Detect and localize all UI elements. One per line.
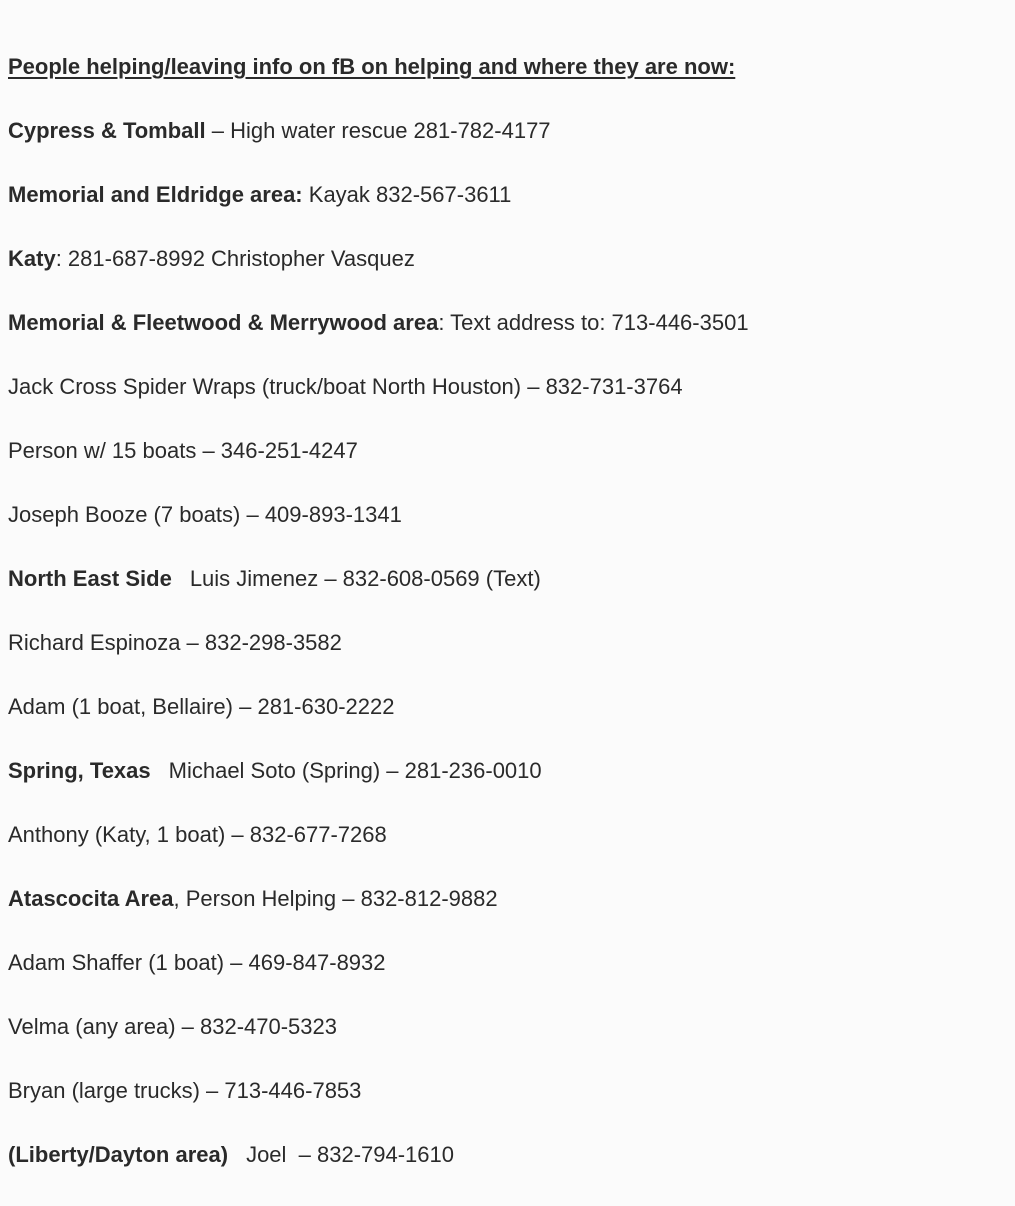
entry-details: Jack Cross Spider Wraps (truck/boat North Houston) – 832-731-3764 — [8, 374, 683, 399]
entry-details: Velma (any area) – 832-470-5323 — [8, 1014, 337, 1039]
entry-details: Person w/ 15 boats – 346-251-4247 — [8, 438, 358, 463]
entry-area: Memorial & Fleetwood & Merrywood area — [8, 310, 439, 335]
entry-details: Michael Soto (Spring) – 281-236-0010 — [168, 758, 542, 783]
entry-jack-cross — [8, 374, 1008, 438]
entry-velma — [8, 1014, 1008, 1078]
entry-details: Adam (1 boat, Bellaire) – 281-630-2222 — [8, 694, 395, 719]
entry-separator: , — [173, 886, 186, 911]
entry-anthony-katy — [8, 822, 1008, 886]
entry-details: 281-687-8992 Christopher Vasquez — [67, 246, 415, 271]
document-body — [8, 54, 1008, 1206]
entry-details: Person Helping – 832-812-9882 — [185, 886, 498, 911]
entry-north-east-side — [8, 566, 1008, 630]
entry-richard-espinoza — [8, 630, 1008, 694]
entry-spring-texas — [8, 758, 1008, 822]
entry-liberty-dayton — [8, 1142, 1008, 1206]
entry-area: Katy — [8, 246, 56, 271]
entry-separator: : — [438, 310, 451, 335]
entry-separator: – — [205, 118, 231, 143]
entry-area: Atascocita Area — [8, 886, 174, 911]
entry-memorial-fleetwood — [8, 310, 1008, 374]
entry-details: Joel – 832-794-1610 — [246, 1142, 454, 1167]
entry-bryan — [8, 1078, 1008, 1142]
entry-details: Text address to: 713-446-3501 — [450, 310, 749, 335]
entry-person-15-boats — [8, 438, 1008, 502]
entry-joseph-booze — [8, 502, 1008, 566]
entry-details: Bryan (large trucks) – 713-446-7853 — [8, 1078, 362, 1103]
entry-details: Anthony (Katy, 1 boat) – 832-677-7268 — [8, 822, 387, 847]
document-heading: People helping/leaving info on fB on helping and where they are now: — [8, 54, 736, 79]
entry-area: (Liberty/Dayton area) — [8, 1142, 229, 1167]
entry-memorial-eldridge — [8, 182, 1008, 246]
entry-details: Richard Espinoza – 832-298-3582 — [8, 630, 342, 655]
entry-details: Luis Jimenez – 832-608-0569 (Text) — [189, 566, 541, 591]
entry-katy — [8, 246, 1008, 310]
entry-separator: : — [55, 246, 68, 271]
entry-area: Cypress & Tomball — [8, 118, 206, 143]
entry-atascocita — [8, 886, 1008, 950]
entry-adam-bellaire — [8, 694, 1008, 758]
entry-cypress-tomball — [8, 118, 1008, 182]
entry-area: North East Side — [8, 566, 172, 591]
entry-details: Joseph Booze (7 boats) – 409-893-1341 — [8, 502, 402, 527]
entry-adam-shaffer — [8, 950, 1008, 1014]
entry-area: Memorial and Eldridge area: — [8, 182, 303, 207]
entry-area: Spring, Texas — [8, 758, 151, 783]
entry-details: Kayak 832-567-3611 — [308, 182, 512, 207]
entry-details: High water rescue 281-782-4177 — [230, 118, 551, 143]
entry-details: Adam Shaffer (1 boat) – 469-847-8932 — [8, 950, 386, 975]
